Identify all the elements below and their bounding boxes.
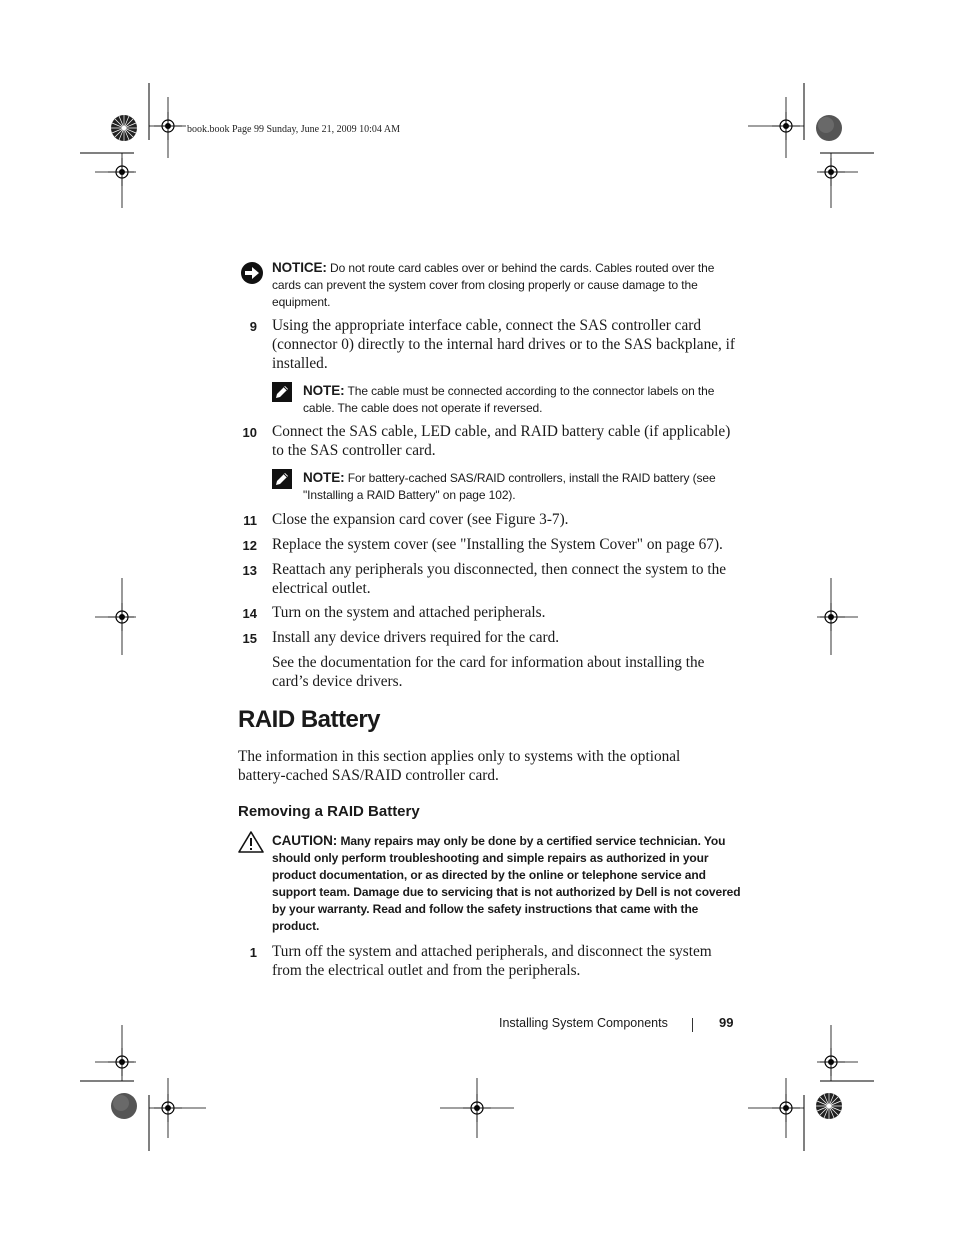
- step-number: 9: [249, 319, 257, 334]
- subsection-title: Removing a RAID Battery: [238, 803, 420, 820]
- pencil-note-icon: [272, 382, 292, 402]
- registration-starburst-icon: [111, 115, 137, 141]
- registration-starburst-icon: [816, 1093, 842, 1119]
- step-number: 1: [249, 945, 257, 960]
- step-text: Turn on the system and attached peripherals.: [272, 604, 546, 621]
- step-followup-text: See the documentation for the card for information about installing the card’s device drivers.: [272, 654, 705, 690]
- section-title: RAID Battery: [238, 706, 381, 733]
- registration-ball-icon: [816, 115, 842, 141]
- step-text: Replace the system cover (see "Installing the System Cover" on page 67).: [272, 536, 723, 553]
- step-number: 13: [242, 563, 257, 578]
- warning-triangle-icon: [238, 831, 264, 853]
- caution-label: CAUTION:: [272, 833, 338, 848]
- note-text: The cable must be connected according to the connector labels on the cable. The cable does not operate if reversed.: [303, 384, 715, 415]
- footer-chapter-title: Installing System Components: [499, 1016, 668, 1030]
- registration-ball-icon: [111, 1093, 137, 1119]
- caution-block: [272, 832, 742, 935]
- step-text: Close the expansion card cover (see Figure 3-7).: [272, 511, 569, 528]
- step-text: Turn off the system and attached peripherals, and disconnect the system from the electrical outlet and from the peripherals.: [272, 943, 712, 979]
- notice-arrow-icon: [240, 261, 264, 285]
- step-text: Install any device drivers required for the card.: [272, 629, 560, 646]
- step-text: Using the appropriate interface cable, connect the SAS controller card (connector 0) directly to the internal hard drives or to the SAS backplane, if installed.: [272, 317, 736, 372]
- note-block: [303, 469, 741, 504]
- pencil-note-icon: [272, 469, 292, 489]
- step-number: 12: [242, 538, 257, 553]
- step-text: Connect the SAS cable, LED cable, and RAID battery cable (if applicable) to the SAS controller card.: [272, 423, 731, 459]
- footer-separator: [692, 1018, 693, 1032]
- footer-page-number: 99: [719, 1015, 734, 1030]
- caution-text: Many repairs may only be done by a certified service technician. You should only perform troubleshooting and simple repairs as authorized in your product documentation, or as directed by the online or telephone service and support team. Damage due to servicing that is not authorized by Dell is not covered by your warranty. Read and follow the safety instructions that came with the product.: [272, 834, 741, 933]
- note-text: For battery-cached SAS/RAID controllers, install the RAID battery (see "Installing a RAID Battery" on page 102).: [303, 471, 716, 502]
- notice-block: [272, 259, 740, 311]
- section-intro: The information in this section applies only to systems with the optional battery-cached SAS/RAID controller card.: [238, 748, 681, 784]
- note-label: NOTE:: [303, 383, 345, 398]
- step-text: Reattach any peripherals you disconnected, then connect the system to the electrical outlet.: [272, 561, 727, 597]
- step-number: 14: [242, 606, 257, 621]
- note-label: NOTE:: [303, 470, 345, 485]
- print-header-stamp: book.book Page 99 Sunday, June 21, 2009 10:04 AM: [187, 124, 400, 135]
- notice-text: Do not route card cables over or behind the cards. Cables routed over the cards can prevent the system cover from closing properly or cause damage to the equipment.: [272, 261, 715, 309]
- notice-label: NOTICE:: [272, 260, 327, 275]
- step-number: 10: [242, 425, 257, 440]
- note-block: [303, 382, 739, 417]
- step-number: 15: [242, 631, 257, 646]
- step-number: 11: [243, 513, 257, 528]
